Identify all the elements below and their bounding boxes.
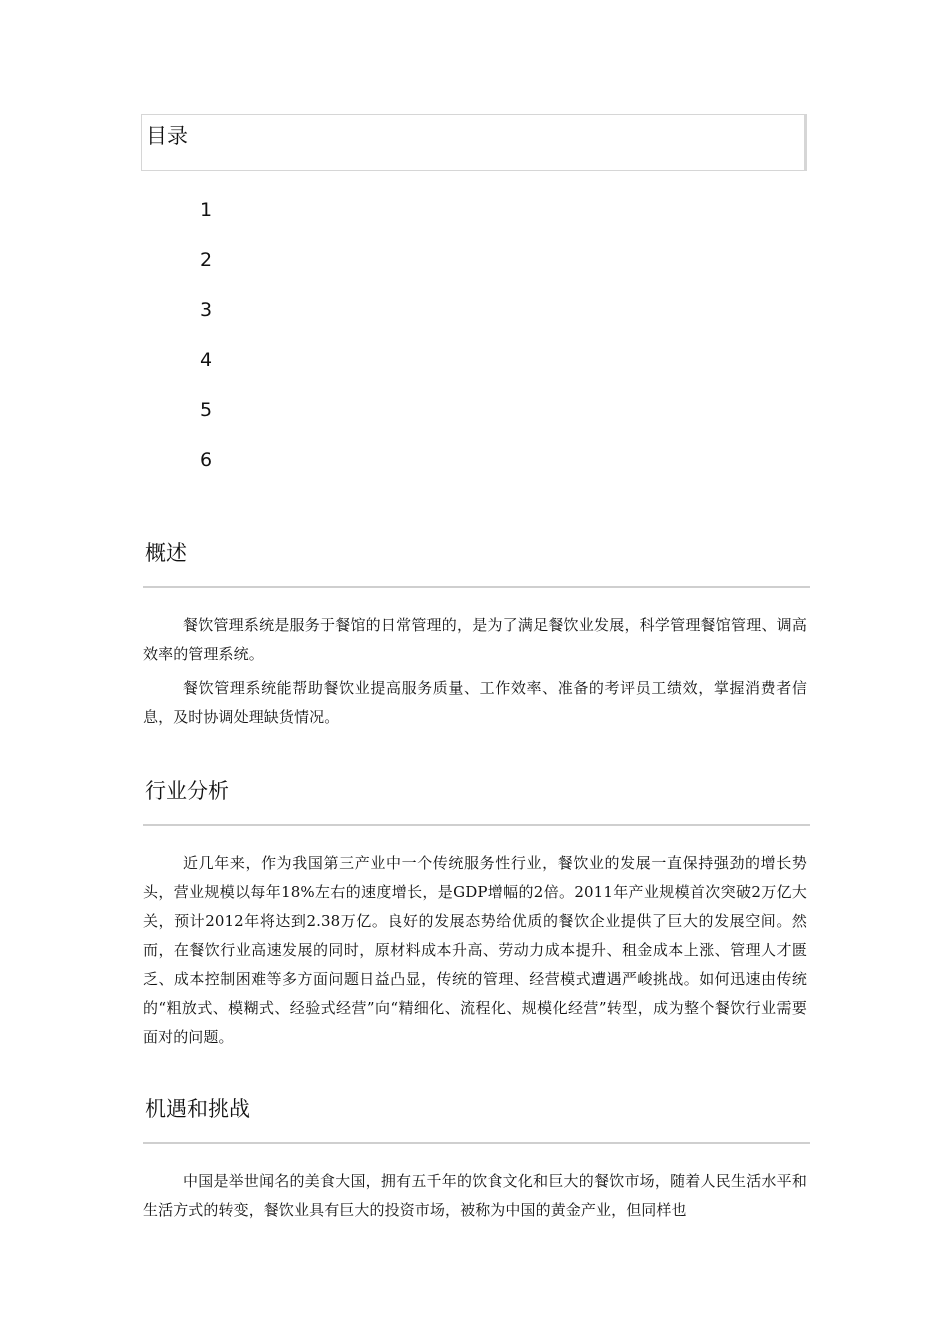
paragraph: 餐饮管理系统是服务于餐馆的日常管理的，是为了满足餐饮业发展，科学管理餐馆管理、调高效率的管理系统。 (143, 616, 807, 663)
section-heading: 机遇和挑战 (145, 1097, 250, 1121)
toc-header-box (141, 114, 807, 171)
toc-item[interactable]: 5 (200, 399, 213, 421)
section-opportunities-challenges (143, 1095, 810, 1225)
section-overview (143, 539, 810, 732)
toc-item[interactable]: 1 (200, 199, 213, 221)
toc-item[interactable]: 6 (200, 449, 213, 471)
toc-list (200, 198, 212, 498)
paragraph: 餐饮管理系统能帮助餐饮业提高服务质量、工作效率、准备的考评员工绩效，掌握消费者信息，及时协调处理缺货情况。 (143, 679, 807, 726)
section-industry-analysis (143, 777, 810, 1052)
toc-item[interactable]: 4 (200, 349, 213, 371)
section-heading: 概述 (145, 541, 187, 565)
paragraph: 中国是举世闻名的美食大国，拥有五千年的饮食文化和巨大的餐饮市场，随着人民生活水平和生活方式的转变，餐饮业具有巨大的投资市场，被称为中国的黄金产业，但同样也 (143, 1172, 807, 1219)
toc-item[interactable]: 3 (200, 299, 213, 321)
toc-item[interactable]: 2 (200, 249, 213, 271)
section-heading: 行业分析 (145, 779, 229, 803)
paragraph: 近几年来，作为我国第三产业中一个传统服务性行业，餐饮业的发展一直保持强劲的增长势头，营业规模以每年18%左右的速度增长，是GDP增幅的2倍。2011年产业规模首次突破2万亿大关，预计2012年将达到2.38万亿。良好的发展态势给优质的餐饮企业提供了巨大的发展空间。然而，在餐饮行业高速发展的同时，原材料成本升高、劳动力成本提升、租金成本上涨、管理人才匮乏、成本控制困难等多方面问题日益凸显，传统的管理、经营模式遭遇严峻挑战。如何迅速由传统的“粗放式、模糊式、经验式经营”向“精细化、流程化、规模化经营”转型，成为整个餐饮行业需要面对的问题。 (143, 854, 807, 1046)
toc-title: 目录 (146, 124, 188, 148)
